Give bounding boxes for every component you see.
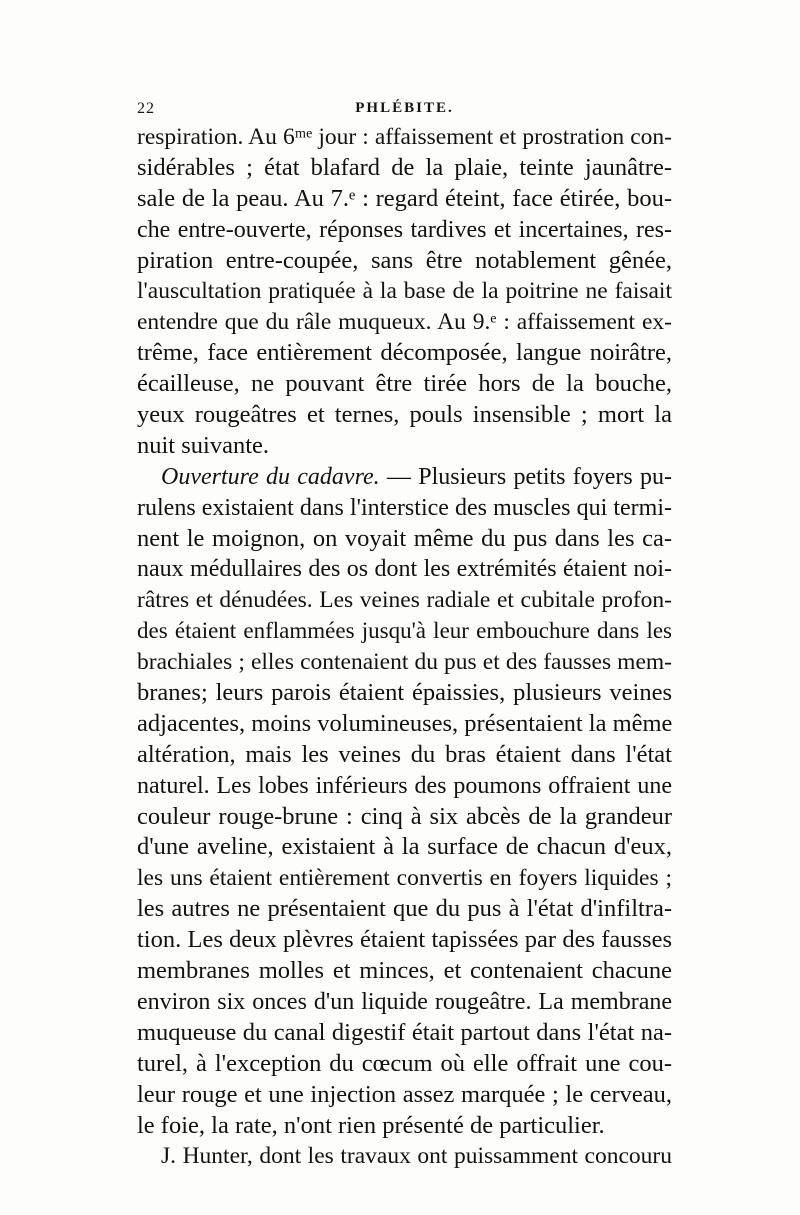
body-text bbox=[137, 122, 672, 1172]
text-line: d'une aveline, existaient à la surface de chacun d'eux, bbox=[137, 833, 672, 861]
text-line: sidérables ; état blafard de la plaie, teinte jaunâtre- bbox=[137, 153, 672, 181]
text-line: brachiales ; elles contenaient du pus et des fausses mem- bbox=[137, 649, 672, 676]
text-line: altération, mais les veines du bras étaient dans l'état bbox=[137, 740, 672, 768]
text-line: trême, face entièrement décomposée, langue noirâtre, bbox=[137, 339, 672, 367]
text-line: turel, à l'exception du cœcum où elle offrait une cou- bbox=[137, 1049, 672, 1077]
text-line: leur rouge et une injection assez marquée ; le cerveau, bbox=[137, 1080, 672, 1108]
text-line: les uns étaient entièrement convertis en foyers liquides ; bbox=[137, 865, 672, 892]
section-heading: Ouverture du cadavre. bbox=[161, 463, 380, 490]
text-line: adjacentes, moins volumineuses, présentaient la même bbox=[137, 709, 672, 737]
text-line: le foie, la rate, n'ont rien présenté de particulier. bbox=[137, 1111, 605, 1139]
text-line: des étaient enflammées jusqu'à leur embouchure dans les bbox=[137, 618, 672, 644]
text-line-tail: — Plusieurs petits foyers pu- bbox=[386, 463, 672, 490]
text-line: branes; leurs parois étaient épaissies, plusieurs veines bbox=[137, 679, 672, 707]
text-line: tion. Les deux plèvres étaient tapissées par des fausses bbox=[137, 926, 672, 954]
text-line: naturel. Les lobes inférieurs des poumons offraient une bbox=[137, 772, 672, 799]
text-line: écailleuse, ne pouvant être tirée hors de la bouche, bbox=[137, 370, 672, 398]
text-line: entendre que du râle muqueux. Au 9.ᵉ : affaissement ex- bbox=[137, 309, 672, 336]
text-line: piration entre-coupée, sans être notablement gênée, bbox=[137, 246, 672, 274]
text-line: nuit suivante. bbox=[137, 431, 270, 459]
text-line: environ six onces d'un liquide rougeâtre. La membrane bbox=[137, 988, 672, 1015]
page-header bbox=[137, 100, 672, 122]
text-line: nent le moignon, on voyait même du pus dans les ca- bbox=[137, 524, 672, 552]
text-line: naux médullaires des os dont les extrémités étaient noi- bbox=[137, 556, 672, 583]
text-line: couleur rouge-brune : cinq à six abcès de la grandeur bbox=[137, 802, 672, 830]
text-line: râtres et dénudées. Les veines radiale et cubitale profon- bbox=[137, 587, 672, 614]
text-line: yeux rougeâtres et ternes, pouls insensible ; mort la bbox=[137, 401, 672, 429]
text-line: che entre-ouverte, réponses tardives et incertaines, res- bbox=[137, 216, 672, 243]
text-line: muqueuse du canal digestif était partout dans l'état na- bbox=[137, 1018, 672, 1046]
paragraph-first-line bbox=[137, 462, 672, 493]
text-line: membranes molles et minces, et contenaient chacune bbox=[137, 957, 672, 985]
running-head: PHLÉBITE. bbox=[355, 100, 454, 116]
text-line: sale de la peau. Au 7.ᵉ : regard éteint, face étirée, bou- bbox=[137, 184, 672, 212]
text-line: rulens existaient dans l'interstice des muscles qui termi- bbox=[137, 494, 672, 521]
text-line: les autres ne présentaient que du pus à l'état d'infiltra- bbox=[137, 895, 672, 923]
page-number: 22 bbox=[137, 100, 155, 117]
paragraph-first-line: J. Hunter, dont les travaux ont puissamment concouru bbox=[161, 1143, 672, 1170]
text-line: l'auscultation pratiquée à la base de la poitrine ne faisait bbox=[137, 278, 672, 305]
text-line: respiration. Au 6ᵐᵉ jour : affaissement et prostration con- bbox=[137, 124, 672, 150]
